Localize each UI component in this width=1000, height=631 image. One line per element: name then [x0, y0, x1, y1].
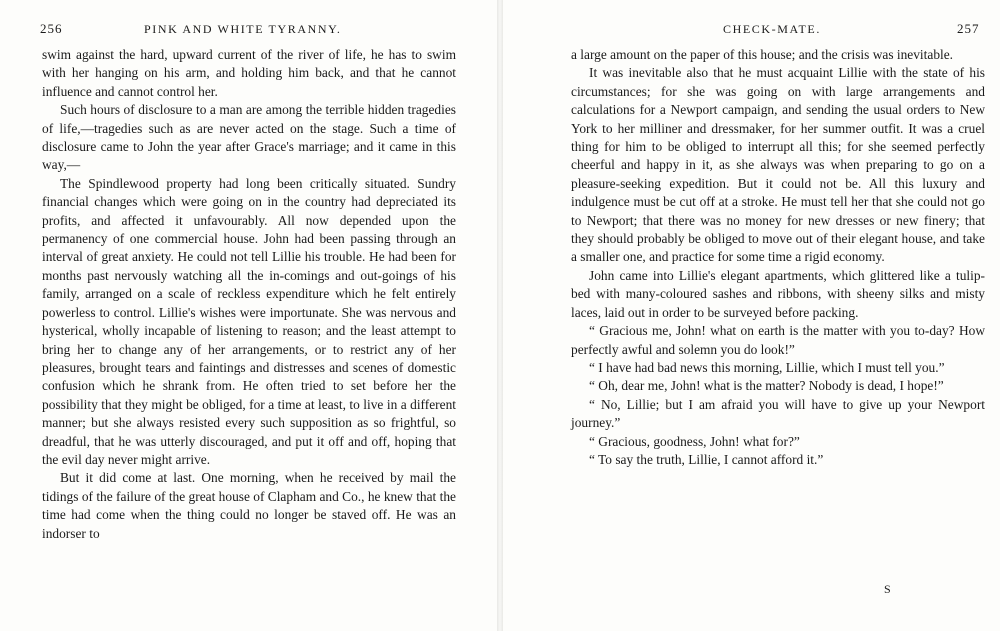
left-page-body [42, 46, 456, 543]
paragraph: “ I have had bad news this morning, Lillie, which I must tell you.” [589, 359, 945, 375]
left-running-head: PINK AND WHITE TYRANNY. [144, 22, 342, 36]
paragraph: The Spindlewood property had long been critically situated. Sundry financial changes which were going on in the country had depreciated its profits, and affected it unfavourably. All now depended upon the permanency of one commercial house. John had been passing through an interval of great anxiety. He could not tell Lillie his trouble. He had been for months past nervously watching all the in-comings and out-goings of his family, arranged on a scale of reckless expenditure which he felt entirely powerless to control. Lillie's wishes were importunate. She was nervous and hysterical, wholly incapable of listening to reason; and the least attempt to bring her to change any of her arrangements, or to restrict any of her pleasures, brought tears and faintings and distresses and scenes of domestic confusion which he shrank from. He often tried to set before her the possibility that they might be obliged, for a time at least, to live in a different manner; but she always resisted every such supposition as so frightful, so dreadful, that he was utterly discouraged, and put it off and off, hoping that the evil day never might arrive. [42, 175, 456, 467]
signature-mark: S [884, 582, 892, 596]
paragraph: It was inevitable also that he must acquaint Lillie with the state of his circumstances; for she was going on with large arrangements and calculations for a Newport campaign, and sending the usual orders to New York to her milliner and dressmaker, for her summer outfit. It was a cruel thing for him to be obliged to interrupt all this; for she seemed perfectly cheerful and happy in it, as she always was when preparing to go on a pleasure-seeking expedition. But it could not be. All this luxury and indulgence must be cut off at a stroke. He must tell her that she could not go to Newport; that there was no money for new dresses or new finery; that they should probably be obliged to move out of their elegant house, and take a smaller one, and practice for some time a rigid economy. [571, 65, 985, 265]
paragraph: a large amount on the paper of this house; and the crisis was inevitable. [571, 47, 954, 62]
right-page [503, 0, 1000, 631]
right-page-number: 257 [957, 21, 980, 36]
paragraph: “ To say the truth, Lillie, I cannot afford it.” [589, 451, 824, 467]
right-page-body [571, 46, 985, 469]
paragraph: “ Oh, dear me, John! what is the matter? Nobody is dead, I hope!” [589, 378, 944, 394]
left-page [0, 0, 497, 631]
paragraph: “ Gracious, goodness, John! what for?” [589, 433, 800, 449]
paragraph: But it did come at last. One morning, when he received by mail the tidings of the failure of the great house of Clapham and Co., he knew that the time had come when the thing could no longer be staved off. He was an indorser to [42, 470, 456, 541]
left-page-number: 256 [40, 21, 63, 36]
paragraph: John came into Lillie's elegant apartments, which glittered like a tulip-bed with many-coloured sashes and ribbons, with sheeny silks and misty laces, laid out in order to be surveyed before packing. [571, 267, 985, 320]
paragraph: Such hours of disclosure to a man are among the terrible hidden tragedies of life,—tragedies such as are never acted on the stage. Such a time of disclosure came to John the year after Grace's marriage; and it came in this way,— [42, 102, 456, 173]
paragraph: “ Gracious me, John! what on earth is the matter with you to-day? How perfectly awful and solemn you do look!” [571, 323, 985, 357]
paragraph: “ No, Lillie; but I am afraid you will have to give up your Newport journey.” [571, 396, 985, 431]
paragraph: swim against the hard, upward current of the river of life, he has to swim with her hanging on his arm, and holding him back, and that he cannot influence and cannot control her. [42, 47, 456, 99]
right-running-head: CHECK-MATE. [723, 22, 821, 36]
